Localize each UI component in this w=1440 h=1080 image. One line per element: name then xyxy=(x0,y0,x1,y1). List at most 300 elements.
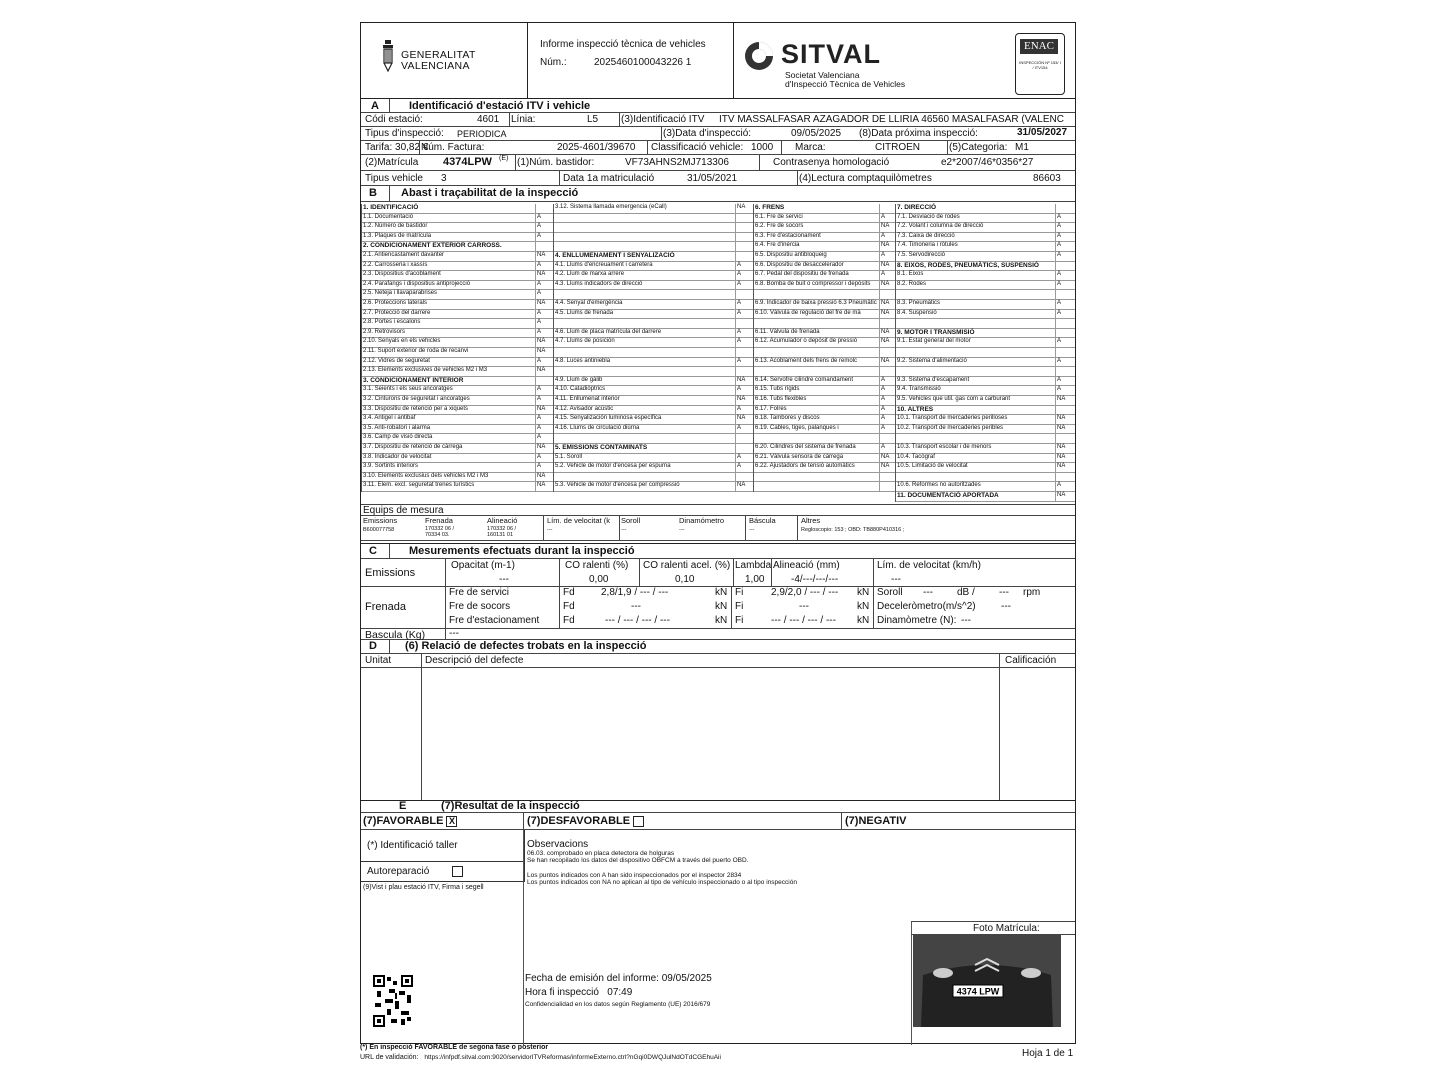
section-a-title: Identificació d'estació ITV i vehicle xyxy=(409,100,591,112)
checklist-result: NA xyxy=(537,472,546,479)
checklist-result: NA xyxy=(737,376,746,383)
itv-station: ITV MASSALFASAR AZAGADOR DE LLIRIA 46560 MASALFASAR (VALENC xyxy=(719,114,1064,125)
checklist-label: 9.4. Transmissió xyxy=(897,386,941,393)
checklist-label: 3.11. Elem. excl. seguretat trenes turístics xyxy=(363,482,475,489)
checklist-item xyxy=(753,396,895,406)
checklist-item xyxy=(553,214,753,224)
checklist-result: A xyxy=(1057,280,1062,287)
checklist-result: NA xyxy=(1057,396,1066,402)
checklist-item xyxy=(361,406,553,416)
checklist-item xyxy=(361,348,553,358)
checklist-item xyxy=(553,329,753,339)
self-repair-box: Autoreparació xyxy=(361,862,525,882)
checklist-label: 8.4. Suspensió xyxy=(897,309,937,316)
checklist-item xyxy=(753,242,895,252)
checklist-item xyxy=(361,444,553,454)
observations-title: Observacions xyxy=(527,839,589,850)
itv-signature-label: (9)Vist i plau estació ITV, Firma i segell xyxy=(363,884,484,891)
section-b-header: B Abast i traçabilitat de la inspecció xyxy=(361,186,1075,202)
generalitat-logo-icon xyxy=(381,40,395,72)
checklist-result: A xyxy=(537,396,542,402)
checklist-item xyxy=(361,338,553,348)
checklist-result: NA xyxy=(1057,415,1066,422)
checklist-label: 3.5. Anti-robatori i alarma xyxy=(363,424,431,431)
checklist-item xyxy=(895,454,1075,464)
checklist-label: 4.16. Llums de circulació diürna xyxy=(555,424,640,431)
plate-number: 4374LPW xyxy=(443,156,492,168)
checklist-item xyxy=(361,262,553,272)
checklist-item xyxy=(553,386,753,396)
checklist-item xyxy=(895,434,1075,444)
checklist-item xyxy=(895,300,1075,310)
checklist-label: 6.9. Indicador de baixa pressió 6.3 Pneumàtic xyxy=(755,300,877,306)
checklist-item xyxy=(553,377,753,387)
checklist-result: A xyxy=(737,338,742,345)
checklist-item xyxy=(553,415,753,425)
checklist-label: 10. ALTRES xyxy=(897,405,934,413)
checklist-item xyxy=(895,223,1075,233)
checklist-item xyxy=(553,281,753,291)
checklist-label: 6.10. Vàlvula de regulació del fre de mà xyxy=(755,309,861,316)
checklist-item xyxy=(753,473,895,483)
checklist-item xyxy=(753,463,895,473)
checklist-result: A xyxy=(881,376,886,383)
checklist-label: 6. FRENS xyxy=(755,204,785,211)
section-b-title: Abast i traçabilitat de la inspecció xyxy=(401,187,579,199)
checklist-label: 7.2. Volant i columna de direcció xyxy=(897,223,984,230)
checklist-item xyxy=(553,204,753,214)
checklist-label: 3.6. Camp de visió directa xyxy=(363,434,433,441)
checklist-result: NA xyxy=(881,357,890,364)
checklist-item xyxy=(361,386,553,396)
checklist-label: 1.3. Plaques de matrícula xyxy=(363,232,432,239)
checklist-result: NA xyxy=(537,271,546,278)
checklist-item xyxy=(553,290,753,300)
checklist-label: 4.6. Llum de placa matrícula del darrere xyxy=(555,328,662,335)
checklist-item xyxy=(895,290,1075,300)
checklist-result: NA xyxy=(1057,424,1066,431)
checklist-item xyxy=(895,281,1075,291)
section-e-title: (7)Resultat de la inspecció xyxy=(441,800,580,812)
observation-4: Los puntos indicados con NA no aplican al tipo de vehículo inspeccionado o al tipo inspección xyxy=(527,879,797,886)
checklist-item xyxy=(553,454,753,464)
checklist-item xyxy=(753,348,895,358)
checklist-label: 5.2. Vehicle de motor d'encesa per espurna xyxy=(555,463,671,470)
checklist-result: A xyxy=(737,386,742,393)
checklist-item xyxy=(895,492,1075,502)
checklist-item xyxy=(753,281,895,291)
checklist-label: 10.4. Tacògraf xyxy=(897,453,935,460)
checklist-label: 3.12. Sistema llamada emergencia (eCall) xyxy=(555,204,667,210)
checklist-result: A xyxy=(1057,300,1062,306)
section-d-title: (6) Relació de defectes trobats en la inspecció xyxy=(405,640,647,652)
checklist-item xyxy=(895,204,1075,214)
checklist-result: NA xyxy=(881,453,890,460)
checklist-result: NA xyxy=(881,300,890,306)
checklist-label: 2.12. Vidres de seguretat xyxy=(363,357,430,364)
checklist-label: 6.20. Cilindres del sistema de frenada xyxy=(755,444,856,450)
checklist-label: 2.9. Retrovisors xyxy=(363,328,406,335)
report-num: 2025460100043226 1 xyxy=(594,57,692,68)
checklist-item xyxy=(553,310,753,320)
checklist-item xyxy=(553,233,753,243)
checklist-item xyxy=(753,386,895,396)
favorable-label: (7)FAVORABLE X xyxy=(363,815,457,827)
generalitat-name: GENERALITAT VALENCIANA xyxy=(401,49,476,72)
measuring-equipment-row: Emissions B600077758 Frenada 170332 06 / 70334 03. Alineació 170332 06 / 160131 01 Lím. de velocitat (k --- Soroll --- Dinamómetro --- Báscula --- Altres Regloscopio: 153 ; OBD: TB880P410316 ; xyxy=(361,516,1075,541)
checklist-label: 4. ENLLUMENAMENT I SENYALIZACIÓ xyxy=(555,252,675,259)
row-plate: (2)Matrícula 4374LPW (E) (1)Núm. bastidor: VF73AHNS2MJ713306 Contrasenya homologació e2*2007/46*0356*27 xyxy=(361,155,1075,171)
checklist-item xyxy=(553,242,753,252)
checklist-item xyxy=(753,290,895,300)
checklist-label: 6.4. Fre d'inèrcia xyxy=(755,242,800,249)
checklist-label: 3.10. Elements exclusius dels vehicles M2 i M3 xyxy=(363,472,489,479)
checklist-result: A xyxy=(881,386,886,393)
checklist-item xyxy=(895,271,1075,281)
checklist-result: A xyxy=(537,223,542,230)
checklist-result: NA xyxy=(537,367,546,374)
checklist-item xyxy=(361,377,553,387)
checklist-item xyxy=(361,454,553,464)
checklist-item xyxy=(753,482,895,492)
checklist-item xyxy=(361,214,553,224)
checklist-label: 7.1. Desviació de rodes xyxy=(897,213,960,220)
checklist-label: 4.1. Llums d'encreuament i carretera xyxy=(555,261,653,268)
checklist-label: 4.15. Senyalización luminosa específica xyxy=(555,415,662,422)
checklist-label: 3.8. Indicador de velocitat xyxy=(363,453,432,460)
inspection-report xyxy=(360,22,1076,1044)
checklist-item xyxy=(895,406,1075,416)
odometer: 86603 xyxy=(1033,173,1061,184)
checklist-result: A xyxy=(881,396,886,402)
checklist-label: 9.3. Sistema d'escapament xyxy=(897,376,970,383)
checklist-result: A xyxy=(737,424,742,431)
checklist-result: NA xyxy=(537,300,546,306)
checklist-label: 7.4. Timoneria i ròtules xyxy=(897,242,958,249)
checklist-item xyxy=(753,377,895,387)
observation-1: 06.03. comprobado en placa detectora de holguras xyxy=(527,850,675,857)
checklist-item xyxy=(753,271,895,281)
checklist-label: 8.3. Pneumàtics xyxy=(897,300,941,306)
checklist-item xyxy=(895,329,1075,339)
checklist-result: A xyxy=(1057,482,1062,489)
checklist-result: A xyxy=(737,453,742,460)
checklist-label: 6.8. Bomba de buit o compressor i depòsits xyxy=(755,280,871,287)
issue-date: Fecha de emisión del informe: 09/05/2025 xyxy=(525,973,712,984)
checklist-result: A xyxy=(537,415,542,422)
checklist-item xyxy=(361,415,553,425)
checklist-item xyxy=(895,252,1075,262)
checklist-label: 6.16. Tubs flexibles xyxy=(755,396,807,402)
checklist-label: 6.21. Vàlvula sensora de càrrega xyxy=(755,453,844,460)
checklist-result: A xyxy=(537,424,542,431)
checklist-item xyxy=(553,252,753,262)
sitval-subtitle: Societat Valenciana d'Inspecció Tècnica de Vehicles xyxy=(785,70,906,89)
section-e-header: E (7)Resultat de la inspecció xyxy=(361,800,1075,813)
section-c-title: Mesurements efectuats durant la inspecció xyxy=(409,545,635,557)
checklist-item xyxy=(895,310,1075,320)
checklist-label: 8.2. Rodes xyxy=(897,280,927,287)
vehicle-plate-photo xyxy=(913,935,1061,1027)
checklist-result: NA xyxy=(881,338,890,345)
checklist-item xyxy=(361,233,553,243)
checklist-label: 2.5. Neteja i llavaparabrises xyxy=(363,290,438,297)
checklist-result: NA xyxy=(737,204,746,210)
checklist-label: 2.10. Senyals en els vehicles xyxy=(363,338,441,345)
sitval-logo-icon xyxy=(743,40,775,72)
favorable-checkbox[interactable]: X xyxy=(446,816,457,827)
checklist-label: 3.7. Dispositiu de retenció de càrrega xyxy=(363,444,463,450)
checklist-label: 5.3. Vehicle de motor d'encesa per compressió xyxy=(555,482,680,489)
section-a-header: A Identificació d'estació ITV i vehicle xyxy=(361,98,1075,113)
checklist-item xyxy=(753,252,895,262)
checklist-label: 4.3. Llums indicadors de direcció xyxy=(555,280,643,287)
report-num-label: Núm.: xyxy=(540,57,567,68)
checklist-label: 2.7. Protecció del darrere xyxy=(363,309,431,316)
privacy-note: Confidencialidad en los datos según Reglamento (UE) 2016/679 xyxy=(525,1001,711,1008)
checklist-item xyxy=(553,434,753,444)
checklist-item xyxy=(361,396,553,406)
checklist-item xyxy=(553,367,753,377)
checklist-item xyxy=(361,319,553,329)
inspection-checklist xyxy=(361,204,1075,511)
checklist-result: A xyxy=(537,213,542,220)
checklist-result: A xyxy=(537,434,542,441)
checklist-item xyxy=(361,482,553,492)
checklist-result: A xyxy=(537,232,542,239)
observation-3: Los puntos indicados con A han sido inspeccionados por el inspector 2834 xyxy=(527,872,742,879)
checklist-result: A xyxy=(1057,376,1062,383)
checklist-result: NA xyxy=(1057,453,1066,460)
checklist-result: A xyxy=(537,319,542,326)
checklist-result: NA xyxy=(537,444,546,450)
checklist-label: 2.3. Dispositius d'acoblament xyxy=(363,271,441,278)
checklist-item xyxy=(895,367,1075,377)
checklist-result: NA xyxy=(737,415,746,422)
checklist-item xyxy=(553,425,753,435)
inspection-end-time: Hora fi inspecció 07:49 xyxy=(525,987,633,998)
unfavorable-label: (7)DESFAVORABLE xyxy=(527,815,644,827)
checklist-result: NA xyxy=(537,252,546,258)
checklist-result: A xyxy=(1057,213,1062,220)
row-inspection-type: Tipus d'inspecció: PERIODICA (3)Data d'inspecció: 09/05/2025 (8)Data próxima inspecció: 31/05/2027 xyxy=(361,127,1075,141)
checklist-label: 9. MOTOR I TRANSMISIÓ xyxy=(897,328,975,336)
row-tariff: Tarifa: 30,82 € Núm. Factura: 2025-4601/39670 Classificació vehicle: 1000 Marca: CITROEN (5)Categoria: M1 xyxy=(361,141,1075,155)
checklist-item xyxy=(361,223,553,233)
checklist-item xyxy=(753,425,895,435)
checklist-item xyxy=(361,434,553,444)
checklist-label: 6.14. Servofre cilindre comandament xyxy=(755,376,854,383)
checklist-item xyxy=(361,463,553,473)
checklist-item xyxy=(753,434,895,444)
checklist-item xyxy=(753,319,895,329)
checklist-result: NA xyxy=(737,482,746,489)
checklist-result: A xyxy=(1057,242,1062,249)
checklist-item xyxy=(895,482,1075,492)
checklist-result: A xyxy=(537,280,542,287)
checklist-item xyxy=(895,377,1075,387)
checklist-result: A xyxy=(737,271,742,278)
footer-note: (*) En inspecció FAVORABLE de segona fase o posterior xyxy=(360,1044,549,1051)
checklist-result: A xyxy=(1057,232,1062,239)
checklist-item xyxy=(753,406,895,416)
page-number: Hoja 1 de 1 xyxy=(1022,1048,1074,1059)
checklist-item xyxy=(895,386,1075,396)
svg-text:4374 LPW: 4374 LPW xyxy=(956,986,1000,997)
checklist-item xyxy=(553,358,753,368)
checklist-result: NA xyxy=(1057,444,1066,450)
checklist-label: 6.17. Folres xyxy=(755,405,787,412)
checklist-label: 2.11. Suport exterior de roda de recanvi xyxy=(363,348,469,354)
checklist-item xyxy=(553,223,753,233)
checklist-label: 10.5. Limitació de velocitat xyxy=(897,463,968,470)
checklist-label: 3.4. Antigel i antibaf xyxy=(363,415,416,422)
checklist-result: NA xyxy=(537,338,546,345)
checklist-label: 4.7. Llums de posición xyxy=(555,338,615,345)
checklist-label: 2.1. Antiencastament davanter xyxy=(363,252,445,258)
checklist-result: A xyxy=(1057,338,1062,345)
checklist-label: 4.8. Luces antiniebla xyxy=(555,357,611,364)
workshop-box: (*) Identificació taller xyxy=(361,830,525,862)
row-station: Códi estació: 4601 Línia: L5 (3)Identificació ITV ITV MASSALFASAR AZAGADOR DE LLIRIA 46560 MASALFASAR (VALENC xyxy=(361,113,1075,127)
checklist-label: 10.2. Transport de mercaderies peribles xyxy=(897,424,1004,431)
checklist-item xyxy=(753,338,895,348)
checklist-result: A xyxy=(537,463,542,470)
checklist-label: 9.2. Sistema d'alimentació xyxy=(897,357,967,364)
checklist-item xyxy=(361,425,553,435)
checklist-label: 8.1. Eixos xyxy=(897,271,924,278)
checklist-item xyxy=(553,473,753,483)
validation-qr-code xyxy=(373,975,413,1027)
checklist-item xyxy=(895,415,1075,425)
checklist-result: A xyxy=(1057,386,1062,393)
checklist-result: A xyxy=(537,290,542,297)
checklist-item xyxy=(895,242,1075,252)
checklist-label: 9.1. Estat general del motor xyxy=(897,338,971,345)
checklist-item xyxy=(895,338,1075,348)
checklist-result: A xyxy=(1057,223,1062,230)
checklist-label: 3.3. Dispositiu de retenció per a xiquets xyxy=(363,405,469,412)
checklist-item xyxy=(753,204,895,214)
checklist-item xyxy=(895,214,1075,224)
checklist-item xyxy=(553,406,753,416)
sitval-name: SITVAL xyxy=(781,39,881,69)
checklist-item xyxy=(361,358,553,368)
self-repair-checkbox[interactable] xyxy=(452,866,463,877)
checklist-item xyxy=(361,252,553,262)
checklist-result: A xyxy=(881,424,886,431)
checklist-label: 1.2. Número de bastidor xyxy=(363,223,428,230)
brake-measurements: Frenada Fre de servici Fre de socors Fre d'estacionament Fd 2,8/1,9 / --- / --- kN Fd --- kN Fd --- / --- / --- / --- kN Fi 2,9/2,0 / --- / --- kN Fi --- kN Fi --- / --- / --- / --- kN Soroll --- dB / --- rpm Deceleròmetro(m/s^2) --- Dinamòmetre (N): --- xyxy=(361,587,1075,629)
checklist-label: 1.1. Documentació xyxy=(363,213,414,220)
checklist-item xyxy=(553,463,753,473)
checklist-label: 2.6. Proteccions laterals xyxy=(363,300,428,306)
checklist-item xyxy=(361,242,553,252)
checklist-result: A xyxy=(881,271,886,278)
checklist-result: NA xyxy=(1057,492,1066,498)
section-d-header: D (6) Relació de defectes trobats en la inspecció xyxy=(361,640,1075,654)
checklist-label: 6.6. Dispositiu de desaccelerador xyxy=(755,261,844,268)
checklist-label: 4.4. Senyal d'emergència xyxy=(555,300,623,306)
checklist-label: 4.9. Llum de gàlib xyxy=(555,376,603,383)
checklist-item xyxy=(361,271,553,281)
checklist-label: 6.7. Pedal del dispositiu de frenada xyxy=(755,271,849,278)
checklist-item xyxy=(895,425,1075,435)
vin-number: VF73AHNS2MJ713306 xyxy=(625,157,729,168)
checklist-label: 6.11. Vàlvula de frenada xyxy=(755,328,820,335)
checklist-result: NA xyxy=(881,223,890,230)
negative-label: (7)NEGATIV xyxy=(845,815,907,827)
measuring-equipment-header: Equips de mesura xyxy=(361,504,1075,516)
checklist-item xyxy=(553,338,753,348)
checklist-label: 3.2. Cinturons de seguretat i ancoratges xyxy=(363,396,470,402)
checklist-item xyxy=(553,482,753,492)
enac-seal: ENAC INSPECCIÓN Nº 153/ I / ITV154 xyxy=(1015,33,1065,95)
checklist-item xyxy=(753,262,895,272)
checklist-result: NA xyxy=(881,463,890,470)
checklist-result: A xyxy=(881,213,886,220)
checklist-item xyxy=(895,444,1075,454)
validation-url[interactable]: URL de validación: https://infpdf.sitval.com:9020/servidorITVReformas/informeExterno.ctrl?nGqi0DWQJulNdOTdCGEhuAii xyxy=(360,1054,721,1061)
checklist-result: A xyxy=(1057,357,1062,364)
checklist-result: A xyxy=(737,463,742,470)
checklist-label: 2. CONDICIONAMENT EXTERIOR CARROSS. xyxy=(363,242,502,250)
checklist-label: 6.5. Dispositiu antibloqueig xyxy=(755,252,827,258)
checklist-result: A xyxy=(537,386,542,393)
checklist-label: 6.18. Tambores y discos xyxy=(755,415,820,422)
checklist-label: 6.19. Cables, tiges, palanques i xyxy=(755,424,839,431)
checklist-result: NA xyxy=(537,405,546,412)
result-row xyxy=(361,813,1075,830)
checklist-result: A xyxy=(737,357,742,364)
checklist-result: NA xyxy=(881,261,890,268)
checklist-result: A xyxy=(737,405,742,412)
checklist-result: A xyxy=(881,252,886,258)
checklist-result: A xyxy=(1057,271,1062,278)
checklist-label: 6.22. Ajustadors de tensió automàtics xyxy=(755,463,855,470)
checklist-item xyxy=(895,358,1075,368)
checklist-item xyxy=(553,300,753,310)
checklist-item xyxy=(361,367,553,377)
checklist-result: NA xyxy=(881,309,890,316)
checklist-result: NA xyxy=(881,242,890,249)
checklist-label: 6.2. Fre de socors xyxy=(755,223,804,230)
checklist-result: NA xyxy=(537,482,546,489)
checklist-label: 2.13. Elements exclusives de vehicles M2 i M3 xyxy=(363,367,488,374)
report-title-box xyxy=(527,23,734,98)
checklist-label: 3.9. Sortints interiors xyxy=(363,463,419,470)
checklist-item xyxy=(753,233,895,243)
checklist-item xyxy=(753,329,895,339)
checklist-label: 10.1. Transport de mercaderies perilloses xyxy=(897,415,1008,422)
checklist-result: NA xyxy=(1057,463,1066,470)
checklist-item xyxy=(361,204,553,214)
checklist-result: A xyxy=(537,357,542,364)
checklist-label: 4.12. Avisador acústic xyxy=(555,405,614,412)
checklist-label: 4.5. Llums de frenada xyxy=(555,309,614,316)
next-inspection-date: 31/05/2027 xyxy=(1017,127,1068,138)
checklist-item xyxy=(895,473,1075,483)
checklist-result: NA xyxy=(537,348,546,354)
checklist-label: 4.11. Enllumenat interior xyxy=(555,396,620,402)
checklist-item xyxy=(361,281,553,291)
checklist-item xyxy=(553,271,753,281)
checklist-item xyxy=(895,463,1075,473)
checklist-label: 6.12. Acumulador o depòsit de pressió xyxy=(755,338,858,345)
checklist-label: 4.2. Llum de marxa arrere xyxy=(555,271,625,278)
observation-2: Se han recopilado los datos del dispositivo OBFCM a través del puerto OBD. xyxy=(527,857,749,864)
unfavorable-checkbox[interactable] xyxy=(633,816,644,827)
